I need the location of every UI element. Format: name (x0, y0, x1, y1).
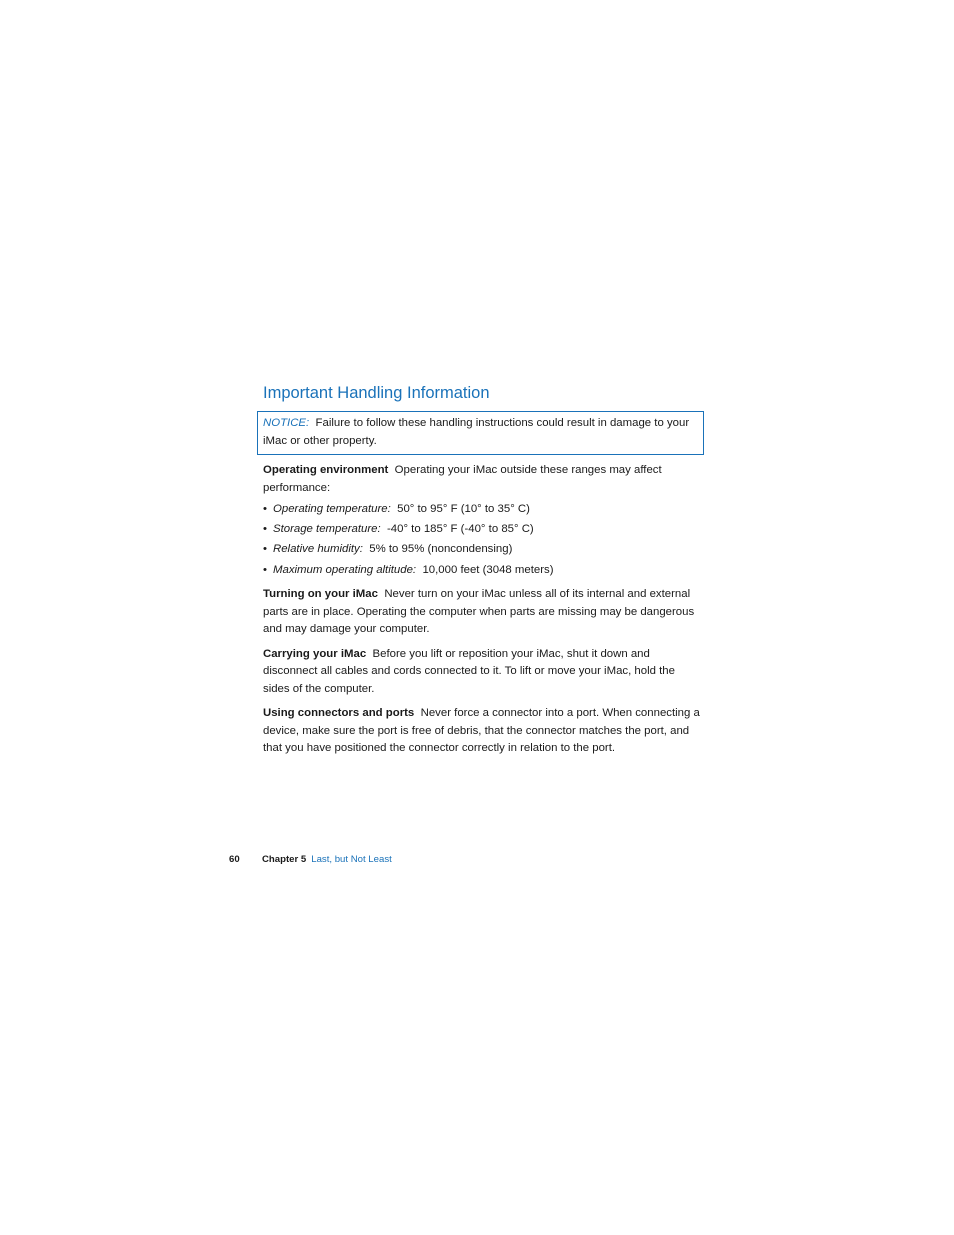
bullet-dot-icon: • (263, 523, 267, 536)
list-item-term: Relative humidity: (273, 543, 363, 556)
list-item-value: -40° to 185° F (-40° to 85° C) (386, 523, 534, 536)
notice-text: Failure to follow these handling instructions could result in damage to your iMac or other property. (263, 417, 690, 447)
operating-environment-text: Operating your iMac outside these ranges may affect performance: (263, 464, 662, 494)
list-item-value: 50° to 95° F (10° to 35° C) (397, 503, 530, 515)
chapter-label: Chapter 5 (262, 854, 307, 865)
section-heading: Important Handling Information (263, 384, 490, 402)
chapter-title: Last, but Not Least (311, 854, 392, 865)
carrying-text: Before you lift or reposition your iMac, shut it down and disconnect all cables and cords connected to it. To lift or move your iMac, hold the sides of the computer. (263, 647, 675, 695)
bullet-dot-icon: • (263, 503, 267, 515)
operating-environment-lead: Operating environment (263, 464, 389, 476)
list-item-value: 5% to 95% (noncondensing) (369, 543, 513, 556)
page-content (263, 382, 704, 758)
turning-on-text: Never turn on your iMac unless all of its internal and external parts are in place. Operating the computer when parts are missing may be dangerous and may damage your computer. (263, 588, 695, 636)
notice-box (257, 411, 704, 455)
list-item-value: 10,000 feet (3048 meters) (422, 563, 554, 576)
page-footer (229, 853, 392, 867)
list-item-term: Storage temperature: (273, 523, 381, 536)
list-item-term: Operating temperature: (273, 503, 391, 515)
connectors-paragraph (263, 705, 704, 758)
list-item (263, 562, 704, 580)
list-item (263, 541, 704, 559)
list-item-term: Maximum operating altitude: (273, 563, 417, 576)
list-item (263, 521, 704, 539)
connectors-text: Never force a connector into a port. When connecting a device, make sure the port is free of debris, that the connector matches the port, and that you have positioned the connector correctly in relation to the port. (263, 707, 700, 755)
list-item (263, 501, 704, 519)
turning-on-paragraph (263, 586, 704, 639)
carrying-lead: Carrying your iMac (263, 647, 367, 660)
bullet-dot-icon: • (263, 543, 267, 556)
bullet-dot-icon: • (263, 563, 267, 576)
notice-label: NOTICE: (263, 417, 310, 429)
turning-on-lead: Turning on your iMac (263, 588, 378, 601)
connectors-lead: Using connectors and ports (263, 707, 415, 720)
page-number: 60 (229, 854, 240, 865)
operating-environment-paragraph (263, 462, 704, 497)
carrying-paragraph (263, 646, 704, 699)
operating-range-list (263, 501, 704, 579)
